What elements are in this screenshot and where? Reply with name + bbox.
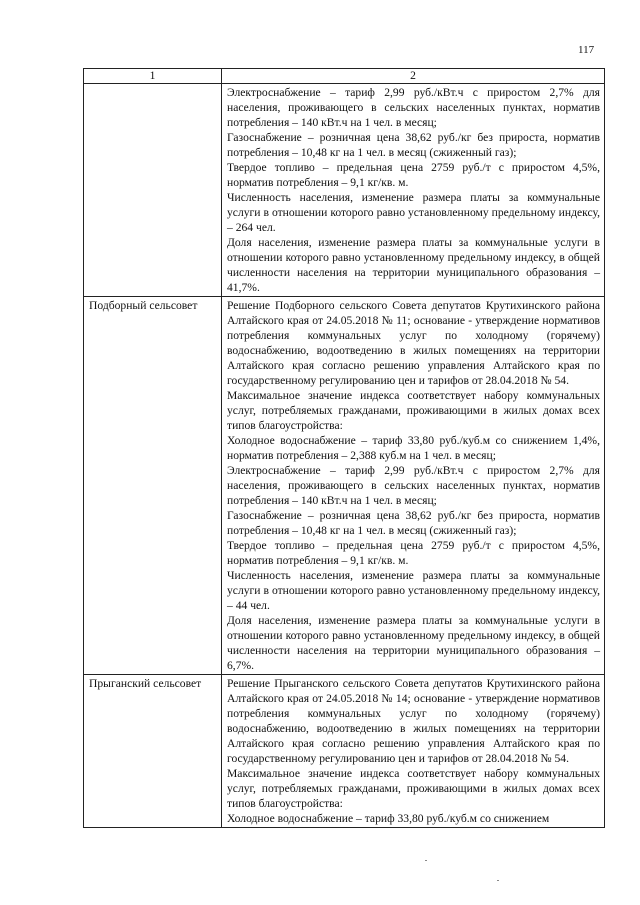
description-paragraph: Твердое топливо – предельная цена 2759 руб./т с приростом 4,5%, норматив потребления – 9,1 кг/кв. м. (227, 539, 600, 567)
table-row (84, 84, 605, 297)
scan-mark (497, 880, 499, 881)
page-number: 117 (578, 44, 595, 56)
municipality-cell: Подборный сельсовет (84, 297, 222, 675)
column-header-1: 1 (84, 69, 222, 84)
table-row (84, 297, 605, 675)
column-header-2: 2 (222, 69, 605, 84)
description-paragraph: Численность населения, изменение размера платы за коммунальные услуги в отношении которого равно установленному предельному индексу, – 264 чел. (227, 191, 600, 234)
description-paragraph: Холодное водоснабжение – тариф 33,80 руб./куб.м со снижением 1,4%, норматив потребления – 2,388 куб.м на 1 чел. в месяц; (227, 434, 600, 462)
document-table (83, 68, 605, 828)
description-paragraph: Электроснабжение – тариф 2,99 руб./кВт.ч с приростом 2,7% для населения, проживающего в сельских населенных пунктах, норматив потребления – 140 кВт.ч на 1 чел. в месяц; (227, 464, 600, 507)
description-paragraph: Решение Прыганского сельского Совета депутатов Крутихинского района Алтайского края от 24.05.2018 № 14; основание - утверждение нормативов потребления коммунальных услуг по холодному (горячему) водоснабжению, водоотведению в жилых помещениях на территории Алтайского края согласно решению управления Алтайского края по государственному регулированию цен и тарифов от 28.04.2018 № 54. (227, 677, 600, 765)
description-paragraph: Газоснабжение – розничная цена 38,62 руб./кг без прироста, норматив потребления – 10,48 кг на 1 чел. в месяц (сжиженный газ); (227, 131, 600, 159)
description-cell (222, 675, 605, 828)
description-cell (222, 297, 605, 675)
description-cell (222, 84, 605, 297)
scan-mark (425, 860, 427, 861)
table-body (84, 84, 605, 828)
description-paragraph: Газоснабжение – розничная цена 38,62 руб./кг без прироста, норматив потребления – 10,48 кг на 1 чел. в месяц (сжиженный газ); (227, 509, 600, 537)
description-paragraph: Электроснабжение – тариф 2,99 руб./кВт.ч с приростом 2,7% для населения, проживающего в сельских населенных пунктах, норматив потребления – 140 кВт.ч на 1 чел. в месяц; (227, 86, 600, 129)
municipality-cell: Прыганский сельсовет (84, 675, 222, 828)
description-paragraph: Доля населения, изменение размера платы за коммунальные услуги в отношении которого равно установленному предельному индексу, в общей численности населения на территории муниципального образования – 41,7%. (227, 236, 600, 294)
description-paragraph: Доля населения, изменение размера платы за коммунальные услуги в отношении которого равно установленному предельному индексу, в общей численности населения на территории муниципального образования – 6,7%. (227, 614, 600, 672)
description-paragraph: Холодное водоснабжение – тариф 33,80 руб./куб.м со снижением (227, 812, 550, 825)
description-paragraph: Максимальное значение индекса соответствует набору коммунальных услуг, потребляемых гражданами, проживающими в жилых домах всех типов благоустройства: (227, 767, 600, 810)
description-paragraph: Численность населения, изменение размера платы за коммунальные услуги в отношении которого равно установленному предельному индексу, – 44 чел. (227, 569, 600, 612)
table-header-row (84, 69, 605, 84)
municipality-cell (84, 84, 222, 297)
description-paragraph: Решение Подборного сельского Совета депутатов Крутихинского района Алтайского края от 24.05.2018 № 11; основание - утверждение нормативов потребления коммунальных услуг по холодному (горячему) водоснабжению, водоотведению в жилых помещениях на территории Алтайского края согласно решению управления Алтайского края по государственному регулированию цен и тарифов от 28.04.2018 № 54. (227, 299, 600, 387)
table-row (84, 675, 605, 828)
description-paragraph: Твердое топливо – предельная цена 2759 руб./т с приростом 4,5%, норматив потребления – 9,1 кг/кв. м. (227, 161, 600, 189)
description-paragraph: Максимальное значение индекса соответствует набору коммунальных услуг, потребляемых гражданами, проживающими в жилых домах всех типов благоустройства: (227, 389, 600, 432)
